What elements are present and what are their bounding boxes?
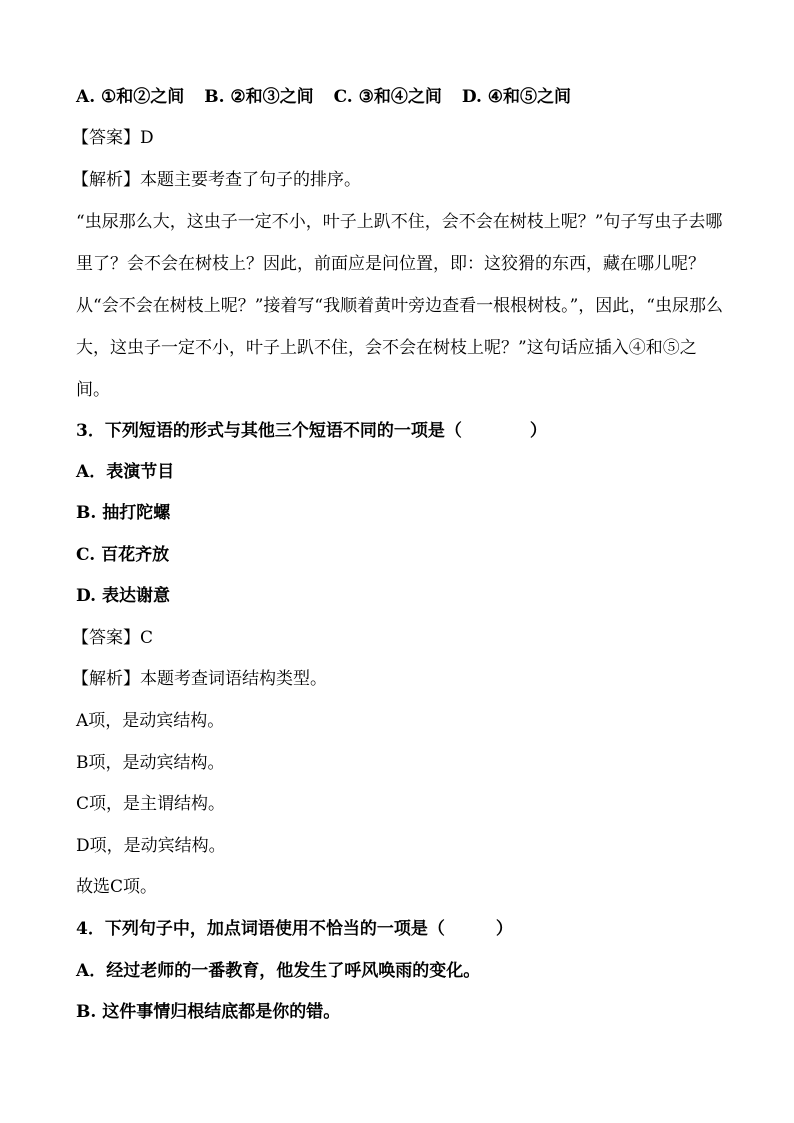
q3-option-c: C. 百花齐放 xyxy=(76,545,170,565)
q3-option-b: B. 抽打陀螺 xyxy=(76,503,171,523)
q2-analysis-body: “虫尿那么大，这虫子一定不小，叶子上趴不住，会不会在树枝上呢？”句子写虫子去哪里了？会不会在树枝上？因此，前面应是问位置，即：这狡猾的东西，藏在哪儿呢？从“会不会在树枝上呢？”接着写“我顺着黄叶旁边查看一根根树枝。”，因此，“虫尿那么大，这虫子一定不小，叶子上趴不住，会不会在树枝上呢？”这句话应插入④和⑤之间。 xyxy=(76,212,723,400)
q3-option-a: A．表演节目 xyxy=(76,462,175,482)
q3-analysis-line: B项，是动宾结构。 xyxy=(76,753,225,773)
q3-answer: 【答案】C xyxy=(72,628,154,648)
q3-conclusion: 故选C项。 xyxy=(76,877,158,897)
q3-analysis-line: C项，是主谓结构。 xyxy=(76,794,226,814)
q3-analysis-line: A项，是动宾结构。 xyxy=(76,711,225,731)
q4-stem: 4．下列句子中，加点词语使用不恰当的一项是（ ） xyxy=(76,919,513,939)
q2-option-a: A. ①和②之间 xyxy=(76,87,185,107)
q2-analysis-title: 【解析】本题主要考查了句子的排序。 xyxy=(72,170,361,190)
q3-analysis-line: D项，是动宾结构。 xyxy=(76,836,226,856)
q3-analysis-title: 【解析】本题考查词语结构类型。 xyxy=(72,669,327,689)
q2-option-c: C. ③和④之间 xyxy=(333,87,442,107)
q2-answer: 【答案】D xyxy=(72,128,154,148)
q4-option-b: B. 这件事情归根结底都是你的错。 xyxy=(76,1002,341,1022)
q2-option-d: D. ④和⑤之间 xyxy=(461,87,572,107)
q3-stem: 3．下列短语的形式与其他三个短语不同的一项是（ ） xyxy=(76,421,547,441)
q2-options-row xyxy=(76,86,585,108)
q4-option-a: A．经过老师的一番教育，他发生了呼风唤雨的变化。 xyxy=(76,961,481,981)
q3-option-d: D. 表达谢意 xyxy=(76,586,170,606)
q2-option-b: B. ②和③之间 xyxy=(204,87,314,107)
